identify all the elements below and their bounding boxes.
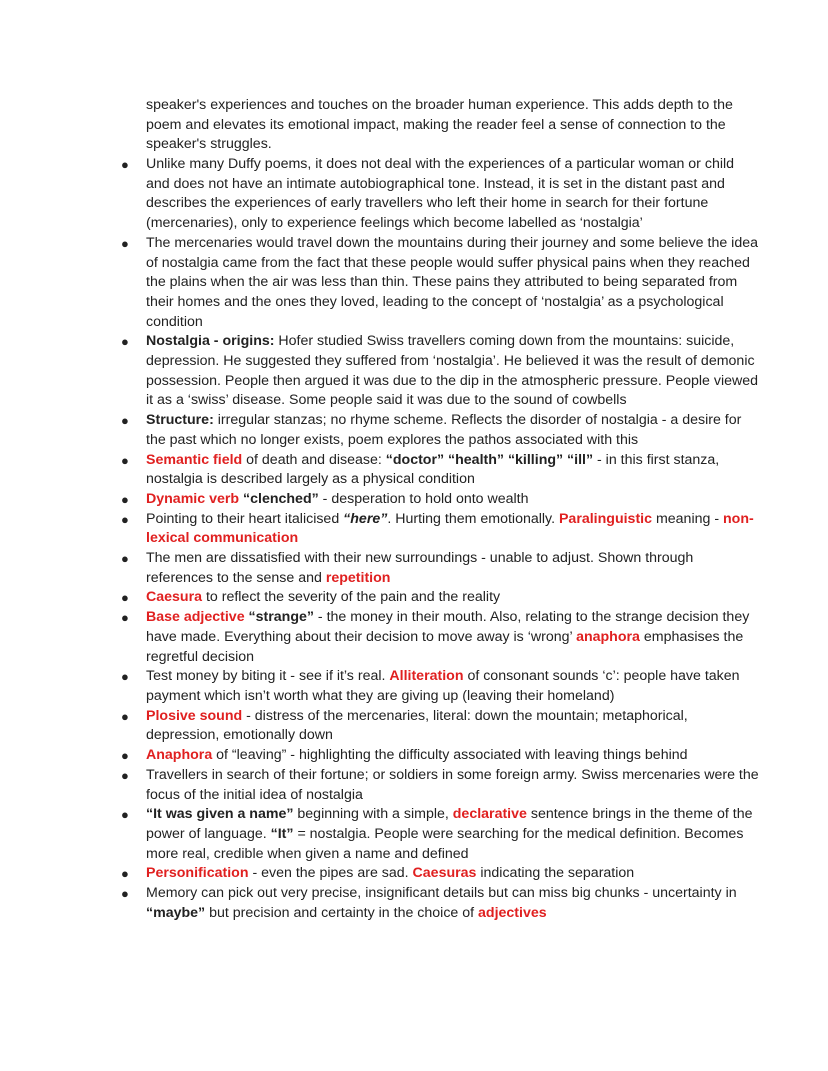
highlighted-term: Anaphora <box>146 747 213 764</box>
note-text: irregular stanzas; no rhyme scheme. Reflects the disorder of nostalgia - a desire for the past which no longer exists, poem explores the pathos associated with this <box>146 412 742 448</box>
list-item <box>0 451 760 490</box>
note-text: beginning with a simple, <box>293 806 453 823</box>
note-text: - in this first stanza, nostalgia is described largely as a physical condition <box>146 451 720 488</box>
note-text: emphasises the regretful decision <box>146 628 744 665</box>
note-text: - the money in their mouth. Also, relating to the strange decision they have made. Everything about their decision to move away is ‘wrong’ <box>146 609 750 645</box>
list-item <box>0 864 760 884</box>
intro-paragraph: speaker's experiences and touches on the broader human experience. This adds depth to the poem and elevates its emotional impact, making the reader feel a sense of connection to the speaker's struggles. <box>146 97 733 153</box>
list-item <box>0 608 760 667</box>
note-text: - desperation to hold onto wealth <box>318 490 529 507</box>
bold-quote: Structure: <box>146 412 214 429</box>
list-item <box>0 549 760 588</box>
note-text: The mercenaries would travel down the mountains during their journey and some believe the idea of nostalgia came from the fact that these people would suffer physical pains when they reached the plains when the air was less than thin. These pains they attributed to being separated from their homes and the ones they loved, leading to the concept of ‘nostalgia’ as a psychological condition <box>146 234 758 330</box>
highlighted-term: Dynamic verb <box>146 490 240 507</box>
list-item <box>0 746 760 766</box>
note-text: but precision and certainty in the choice of <box>205 904 479 921</box>
highlighted-term: non-lexical communication <box>146 510 754 547</box>
note-text: = nostalgia. People were searching for the medical definition. Becomes more real, credible when given a name and defined <box>146 825 744 862</box>
bullet-icon: ● <box>121 807 129 823</box>
highlighted-term: Personification <box>146 865 249 882</box>
bullet-icon: ● <box>121 551 129 567</box>
note-text: of consonant sounds ‘c’: people have taken payment which isn’t worth what they are giving up (leaving their homeland) <box>146 668 740 704</box>
list-item <box>0 332 760 411</box>
notes-list <box>0 155 760 923</box>
list-item <box>0 411 760 450</box>
bold-quote: Nostalgia - origins: <box>146 333 275 350</box>
note-text: to reflect the severity of the pain and the reality <box>202 589 501 606</box>
bullet-icon: ● <box>121 886 129 902</box>
highlighted-term: Alliteration <box>389 668 464 685</box>
list-item <box>0 510 760 549</box>
note-text: sentence brings in the theme of the power of language. <box>146 806 753 842</box>
list-item <box>0 667 760 706</box>
bold-quote: “maybe” <box>146 904 206 921</box>
list-item <box>0 884 760 923</box>
list-item <box>0 707 760 746</box>
bullet-icon: ● <box>121 767 129 783</box>
bullet-icon: ● <box>121 708 129 724</box>
bullet-icon: ● <box>121 511 129 527</box>
bullet-icon: ● <box>121 491 129 507</box>
list-item <box>0 805 760 864</box>
highlighted-term: anaphora <box>576 628 640 645</box>
bold-quote: “It was given a name” <box>146 806 294 823</box>
note-text: of “leaving” - highlighting the difficulty associated with leaving things behind <box>212 747 688 764</box>
bullet-icon: ● <box>121 452 129 468</box>
bold-quote: “It” <box>270 825 294 842</box>
note-text: Hofer studied Swiss travellers coming down from the mountains: suicide, depression. He suggested they suffered from ‘nostalgia’. He believed it was the result of demonic possession. People then argued it was due to the dip in the atmospheric pressure. People viewed it as a ‘swiss’ disease. Some people said it was due to the sound of cowbells <box>146 333 759 409</box>
highlighted-term: Paralinguistic <box>558 510 653 527</box>
note-text: meaning - <box>652 510 723 527</box>
highlighted-term: Semantic field <box>146 451 243 468</box>
note-text: Test money by biting it - see if it’s real. <box>146 668 390 685</box>
bold-quote: “strange” <box>248 609 314 626</box>
bullet-icon: ● <box>121 413 129 429</box>
bullet-icon: ● <box>121 235 129 251</box>
note-text: Unlike many Duffy poems, it does not deal with the experiences of a particular woman or child and does not have an intimate autobiographical tone. Instead, it is set in the distant past and describes the experiences of early travellers who left their home in search for their fortune (mercenaries), only to experience feelings which become labelled as ‘nostalgia’ <box>146 156 735 232</box>
highlighted-term: Plosive sound <box>146 707 243 724</box>
note-text: Travellers in search of their fortune; or soldiers in some foreign army. Swiss mercenaries were the focus of the initial idea of nostalgia <box>146 766 759 803</box>
bold-quote: “clenched” <box>243 490 319 507</box>
note-text: Memory can pick out very precise, insignificant details but can miss big chunks - uncertainty in <box>146 885 737 902</box>
bullet-icon: ● <box>121 748 129 764</box>
list-item <box>0 766 760 805</box>
bold-quote: “here” <box>343 510 388 527</box>
bullet-icon: ● <box>121 157 129 172</box>
note-text: - distress of the mercenaries, literal: down the mountain; metaphorical, depression, emotionally down <box>146 707 688 744</box>
note-text: - even the pipes are sad. <box>248 865 413 882</box>
note-text: . Hurting them emotionally. <box>387 510 559 527</box>
note-text: indicating the separation <box>476 865 635 882</box>
note-text: The men are dissatisfied with their new surroundings - unable to adjust. Shown through references to the sense and <box>146 550 694 586</box>
list-item <box>0 490 760 510</box>
highlighted-term: adjectives <box>478 904 547 921</box>
bullet-icon: ● <box>121 610 129 626</box>
bold-quote: “doctor” “health” “killing” “ill” <box>385 451 594 468</box>
bullet-icon: ● <box>121 866 129 882</box>
highlighted-term: Caesura <box>146 589 202 606</box>
highlighted-term: repetition <box>325 569 391 586</box>
bullet-icon: ● <box>121 669 129 685</box>
bullet-icon: ● <box>121 334 129 350</box>
list-item <box>0 234 760 333</box>
highlighted-term: Base adjective <box>146 609 245 626</box>
note-text: Pointing to their heart italicised <box>146 510 344 527</box>
highlighted-term: Caesuras <box>412 865 477 882</box>
list-item <box>0 155 760 234</box>
bullet-icon: ● <box>121 590 129 606</box>
highlighted-term: declarative <box>452 806 527 823</box>
list-item <box>0 588 760 608</box>
note-text: of death and disease: <box>242 451 386 468</box>
